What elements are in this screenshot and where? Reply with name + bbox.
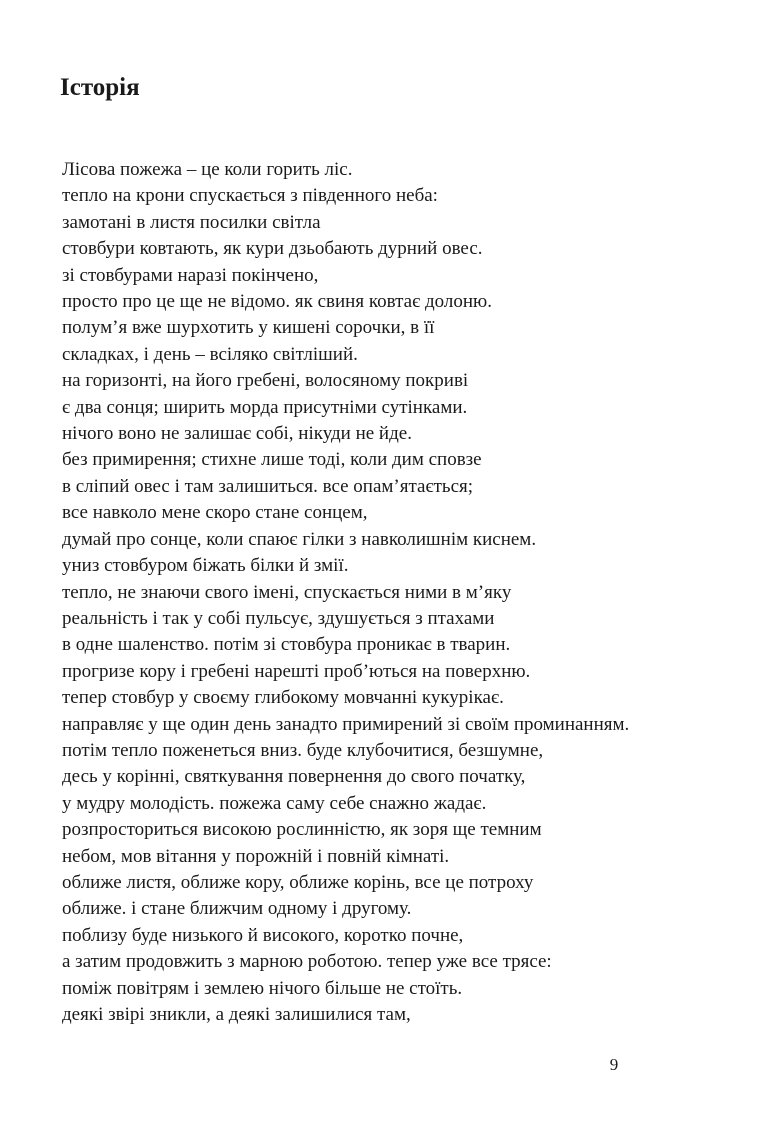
poem-line: полум’я вже шурхотить у кишені сорочки, в її [62,317,435,339]
poem-line: тепло на крони спускається з південного неба: [62,185,438,207]
poem-line: оближе листя, оближе кору, оближе корінь, все це потроху [62,871,534,893]
poem-title: Історія [60,74,140,101]
poem-line: поміж повітрям і землею нічого більше не стоїть. [62,977,463,999]
poem-line: складках, і день – всіляко світліший. [62,343,358,365]
poem-line: оближе. і стане ближчим одному і другому. [62,898,412,920]
poem-line: а затим продовжить з марною роботою. тепер уже все трясе: [62,951,552,973]
poem-line: тепло, не знаючи свого імені, спускається ними в м’яку [62,581,512,603]
poem-line: Лісова пожежа – це коли горить ліс. [62,159,353,180]
poem-line: є два сонця; ширить морда присутніми сутінками. [62,396,468,418]
poem-line: на горизонті, на його гребені, волосяному покриві [62,370,469,392]
poem-line: деякі звірі зникли, а деякі залишилися там, [62,1004,411,1025]
poem-line: в одне шаленство. потім зі стовбура проникає в тварин. [62,634,511,656]
poem-line: поблизу буде низького й високого, коротко почне, [62,924,464,946]
poem-line: думай про сонце, коли спаює гілки з навколишнім киснем. [62,528,537,550]
poem-line: зі стовбурами наразі покінчено, [62,264,319,286]
poem-line: униз стовбуром біжать білки й змії. [62,555,349,577]
poem-line: небом, мов вітання у порожній і повній кімнаті. [62,845,450,867]
poem-line: направляє у ще один день занадто примирений зі своїм проминанням. [62,713,630,735]
poem-line: потім тепло поженеться вниз. буде клубочитися, безшумне, [62,739,544,761]
page-number: 9 [609,1055,619,1074]
poem-line: в сліпий овес і там залишиться. все опам’ятається; [62,475,474,497]
poem-line: розпросториться високою рослинністю, як зоря ще темним [62,819,542,841]
poem-line: нічого воно не залишає собі, нікуди не йде. [62,423,412,445]
poem-line: реальність і так у собі пульсує, здушується з птахами [62,607,495,629]
poem-line: без примирення; стихне лише тоді, коли дим сповзе [62,449,482,471]
poem-line: просто про це ще не відомо. як свиня ковтає долоню. [62,291,492,313]
poem-line: тепер стовбур у своєму глибокому мовчанні кукурікає. [62,687,504,709]
poem-line: у мудру молодість. пожежа саму себе снажно жадає. [62,792,487,814]
poem-body [62,157,742,1028]
poem-line: десь у корінні, святкування повернення до свого початку, [62,766,526,788]
poem-line: замотані в листя посилки світла [62,211,321,233]
poem-line: все навколо мене скоро стане сонцем, [62,502,368,524]
poem-line: прогризе кору і гребені нарешті проб’ються на поверхню. [62,660,531,682]
poem-line: стовбури ковтають, як кури дзьобають дурний овес. [62,238,483,260]
